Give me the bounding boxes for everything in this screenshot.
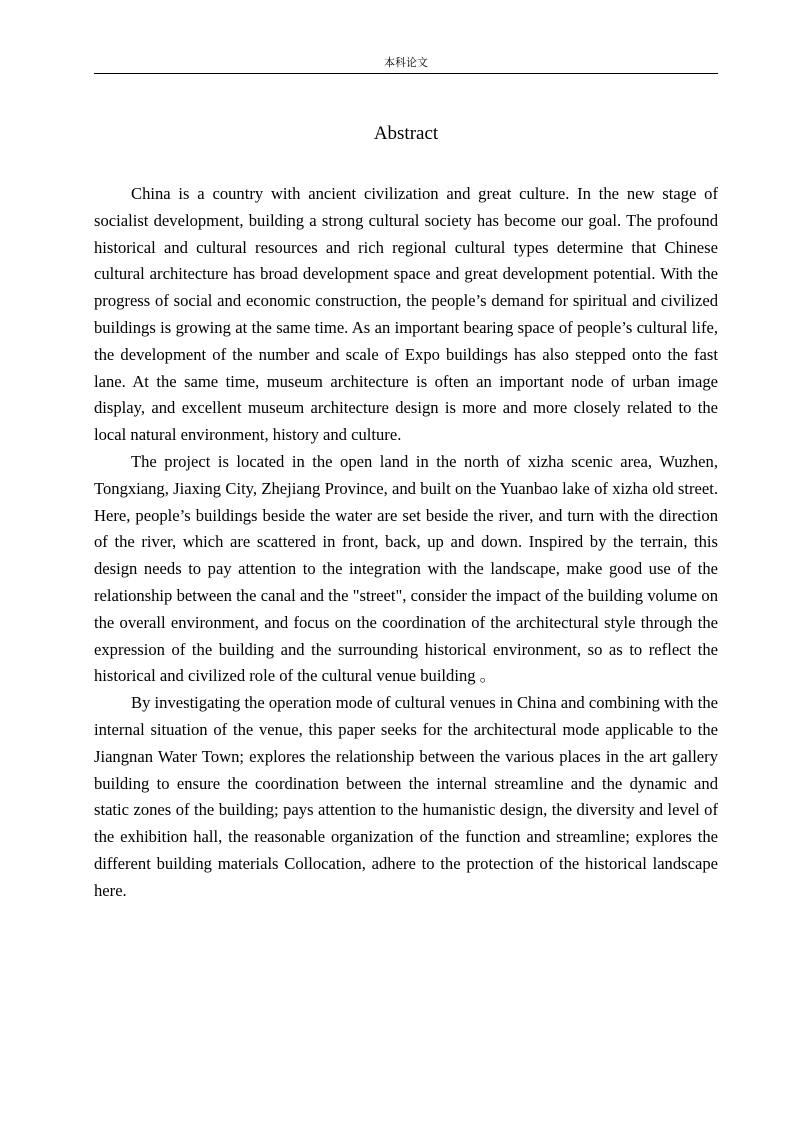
abstract-paragraph-3: By investigating the operation mode of cultural venues in China and combining with the internal situation of the venue, this paper seeks for the architectural mode applicable to the Jiangnan Water Town; explores the relationship between the various places in the art gallery building to ensure the coordination between the internal streamline and the dynamic and static zones of the building; pays attention to the humanistic design, the diversity and level of the exhibition hall, the reasonable organization of the function and streamline; explores the different building materials Collocation, adhere to the protection of the historical landscape here. (94, 693, 718, 900)
abstract-body (94, 181, 718, 905)
abstract-title: Abstract (373, 123, 439, 144)
running-header: 本科论文 (384, 57, 428, 69)
abstract-paragraph-2: The project is located in the open land in the north of xizha scenic area, Wuzhen, Tongxiang, Jiaxing City, Zhejiang Province, and built on the Yuanbao lake of xizha old street. Here, people’s buildings beside the water are set beside the river, and turn with the direction of the river, which are scattered in front, back, up and down. Inspired by the terrain, this design needs to pay attention to the integration with the landscape, make good use of the relationship between the canal and the "street", consider the impact of the building volume on the overall environment, and focus on the coordination of the architectural style through the expression of the building and the surrounding historical environment, so as to reflect the historical and civilized role of the cultural venue building 。 (94, 451, 718, 686)
abstract-paragraph-1: China is a country with ancient civilization and great culture. In the new stage of socialist development, building a strong cultural society has become our goal. The profound historical and cultural resources and rich regional cultural types determine that Chinese cultural architecture has broad development space and great development potential. With the progress of social and economic construction, the people’s demand for spiritual and civilized buildings is growing at the same time. As an important bearing space of people’s cultural life, the development of the number and scale of Expo buildings has also stepped onto the fast lane. At the same time, museum architecture is often an important node of urban image display, and excellent museum architecture design is more and more closely related to the local natural environment, history and culture. (94, 184, 718, 445)
header-rule (94, 73, 718, 74)
